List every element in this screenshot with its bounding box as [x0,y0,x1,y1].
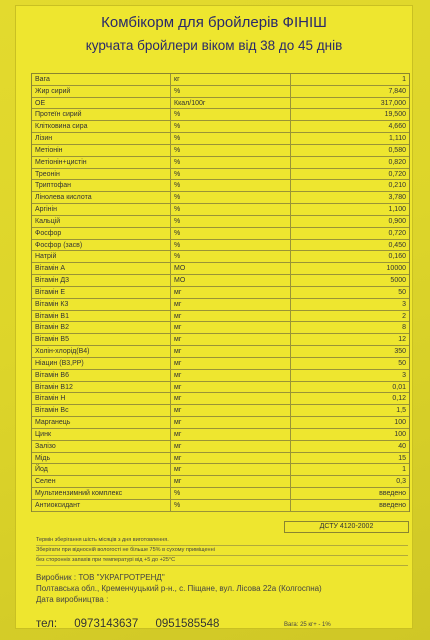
nutrient-value: 40 [290,441,409,452]
table-row [32,109,409,121]
nutrient-name: Вітамін Вс [35,407,69,415]
nutrient-name: Метіонін [35,146,63,154]
table-row [32,429,409,441]
phone-number: 0973143637 [74,618,139,630]
table-row [32,263,409,275]
nutrient-name: Вітамін В12 [35,383,73,391]
nutrient-name: Триптофан [35,182,72,190]
table-row [32,358,409,370]
nutrient-value: 0,720 [290,169,409,180]
table-row [32,500,409,512]
nutrient-value: 3 [290,370,409,381]
table-row [32,121,409,133]
nutrient-value: 50 [290,287,409,298]
nutrient-name: Вітамін В2 [35,324,69,332]
nutrient-name: Аргінін [35,206,57,214]
nutrient-unit: мг [170,322,290,333]
nutrient-name: Цинк [35,430,52,438]
nutrient-name: Селен [35,478,56,486]
nutrient-unit: % [170,228,290,239]
table-row [32,476,409,488]
nutrient-name: Протеїн сирий [35,111,82,119]
table-row [32,169,409,181]
nutrient-value: 19,500 [290,109,409,120]
nutrient-unit: % [170,133,290,144]
pack-weight: Вага: 25 кг+ - 1% [284,622,331,628]
nutrient-value: 7,840 [290,86,409,97]
phone-line [36,618,219,630]
nutrient-name: Вага [35,76,50,83]
nutrient-unit: % [170,216,290,227]
table-row [32,441,409,453]
nutrient-value: 1 [290,464,409,475]
nutrient-unit: % [170,251,290,262]
nutrient-name: Лізин [35,135,53,143]
nutrient-name: Вітамін К3 [35,300,69,308]
nutrient-unit: % [170,157,290,168]
nutrient-value: 10000 [290,263,409,274]
nutrient-value: введено [290,500,409,511]
nutrient-name: Вітамін Н [35,395,66,403]
nutrient-value: 317,000 [290,98,409,109]
nutrient-unit: кг [170,74,290,85]
table-row [32,192,409,204]
nutrient-unit: % [170,145,290,156]
nutrient-unit: мг [170,299,290,310]
table-row [32,145,409,157]
table-row [32,488,409,500]
nutrient-name: Вітамін В5 [35,336,69,344]
nutrient-value: 0,210 [290,180,409,191]
nutrient-name: Йод [35,466,48,474]
document-subtitle: курчата бройлери віком від 38 до 45 днів [85,38,343,53]
nutrient-unit: % [170,192,290,203]
table-row [32,382,409,394]
nutrient-unit: мг [170,417,290,428]
table-row [32,464,409,476]
nutrient-unit: мг [170,405,290,416]
nutrient-value: 100 [290,417,409,428]
nutrient-name: Жир сирий [35,87,71,95]
table-row [32,133,409,145]
nutrient-unit: Ккал/100г [170,98,290,109]
nutrient-unit: МО [170,275,290,286]
nutrient-unit: % [170,180,290,191]
nutrient-unit: мг [170,393,290,404]
nutrient-name: Клітковина сира [35,123,88,131]
nutrient-name: Ніацин (В3,PP) [35,359,84,367]
nutrient-name: Марганець [35,419,71,427]
nutrient-unit: мг [170,334,290,345]
nutrient-value: 3 [290,299,409,310]
composition-table [31,73,410,512]
nutrient-value: 0,900 [290,216,409,227]
table-row [32,275,409,287]
nutrient-unit: мг [170,287,290,298]
nutrient-name: Лінолева кислота [35,194,92,202]
nutrient-value: 1,110 [290,133,409,144]
table-row [32,417,409,429]
nutrient-name: Фосфор [35,229,62,237]
table-row [32,453,409,465]
nutrient-name: ОЕ [35,99,46,107]
document-title: Комбікорм для бройлерів ФІНІШ [101,14,327,31]
nutrient-value: 1,100 [290,204,409,215]
nutrient-value: 15 [290,453,409,464]
nutrient-name: Залізо [35,442,56,450]
nutrient-name: Кальцій [35,217,61,225]
nutrient-unit: мг [170,441,290,452]
storage-note: Термін зберігання шість місяців з дня виготовлення. [36,536,408,546]
nutrient-unit: мг [170,358,290,369]
nutrient-value: 0,160 [290,251,409,262]
nutrient-unit: МО [170,263,290,274]
table-row [32,287,409,299]
nutrient-name: Вітамін В1 [35,312,69,320]
nutrient-value: 0,450 [290,240,409,251]
table-row [32,370,409,382]
nutrient-value: 50 [290,358,409,369]
storage-note: Зберігати при відносній вологості не більше 75% в сухому приміщенні [36,546,408,556]
nutrient-name: Антиоксидант [35,501,81,509]
nutrient-name: Метіонін+цистін [35,158,87,166]
nutrient-unit: % [170,109,290,120]
nutrient-unit: мг [170,429,290,440]
nutrient-unit: мг [170,464,290,475]
nutrient-value: 1 [290,74,409,85]
nutrient-unit: % [170,500,290,511]
nutrient-value: 0,12 [290,393,409,404]
table-row [32,74,409,86]
table-row [32,251,409,263]
producer-info [36,572,322,605]
nutrient-unit: % [170,240,290,251]
nutrient-name: Холін-хлорід(В4) [35,348,90,356]
table-row [32,393,409,405]
table-row [32,228,409,240]
table-row [32,346,409,358]
nutrient-unit: мг [170,382,290,393]
nutrient-value: 0,01 [290,382,409,393]
table-row [32,180,409,192]
nutrient-value: 100 [290,429,409,440]
nutrient-unit: % [170,121,290,132]
producer-address: Полтавська обл., Кременчуцький р-н., с. Піщане, вул. Лісова 22а (Колгоспна) [36,584,322,593]
table-row [32,157,409,169]
nutrient-name: Вітамін Д3 [35,277,70,285]
storage-notes [36,536,408,566]
table-row [32,86,409,98]
nutrient-unit: мг [170,453,290,464]
storage-note: без сторонніх запахів при температурі від +5 до +25°С [36,556,408,566]
nutrient-value: введено [290,488,409,499]
table-row [32,299,409,311]
nutrient-value: 350 [290,346,409,357]
nutrient-unit: мг [170,311,290,322]
table-row [32,216,409,228]
nutrient-value: 1,5 [290,405,409,416]
nutrient-value: 2 [290,311,409,322]
nutrient-unit: % [170,204,290,215]
nutrient-value: 8 [290,322,409,333]
phone-label: тел: [36,618,58,630]
nutrient-unit: мг [170,370,290,381]
nutrient-value: 12 [290,334,409,345]
feed-label-sheet [16,6,412,628]
nutrient-value: 0,3 [290,476,409,487]
nutrient-unit: мг [170,476,290,487]
table-row [32,311,409,323]
production-date: Дата виробництва : [36,595,109,604]
nutrient-value: 0,580 [290,145,409,156]
nutrient-unit: мг [170,346,290,357]
nutrient-value: 0,820 [290,157,409,168]
nutrient-value: 3,780 [290,192,409,203]
table-row [32,334,409,346]
nutrient-name: Натрій [35,253,57,261]
nutrient-value: 0,720 [290,228,409,239]
table-row [32,240,409,252]
nutrient-value: 4,660 [290,121,409,132]
table-row [32,405,409,417]
producer-name: Виробник : ТОВ "УКРАГРОТРЕНД" [36,573,165,582]
nutrient-name: Вітамін А [35,265,66,273]
nutrient-unit: % [170,488,290,499]
standard-box: ДСТУ 4120-2002 [284,521,409,533]
nutrient-unit: % [170,169,290,180]
nutrient-name: Мідь [35,454,51,462]
nutrient-name: Фосфор (засв) [35,241,83,249]
nutrient-name: Треонін [35,170,60,178]
phone-number: 0951585548 [155,618,220,630]
nutrient-unit: % [170,86,290,97]
table-row [32,322,409,334]
nutrient-name: Мультиензимний комплекс [35,489,123,497]
nutrient-name: Вітамін В6 [35,371,69,379]
nutrient-name: Вітамін Е [35,288,66,296]
nutrient-value: 5000 [290,275,409,286]
table-row [32,204,409,216]
table-row [32,98,409,110]
